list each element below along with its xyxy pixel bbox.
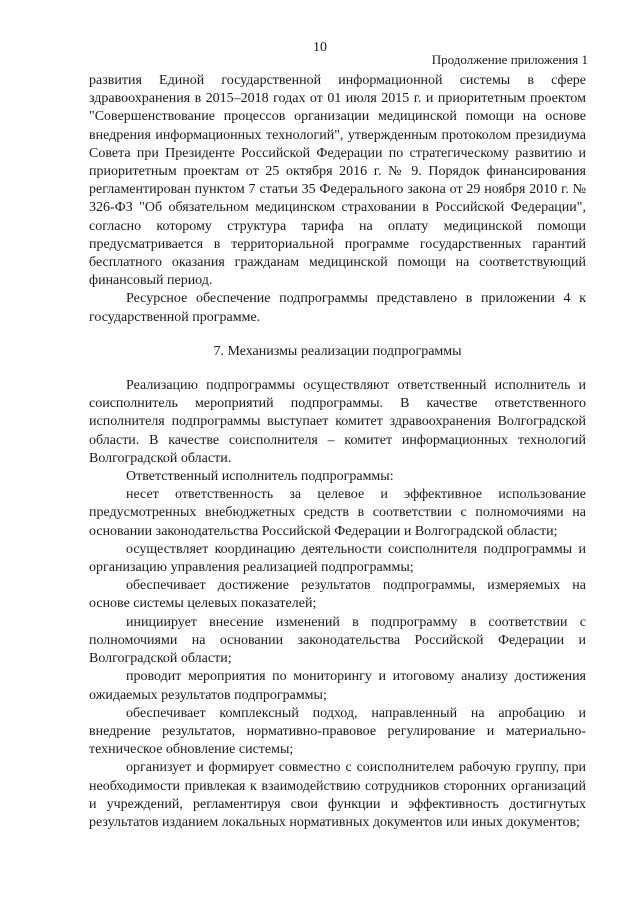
list-item: обеспечивает комплексный подход, направленный на апробацию и внедрение результатов, нормативно-правовое регулирование и материально-техническое обновление системы; [89,705,586,758]
paragraph: Ответственный исполнитель подпрограммы: [126,469,394,485]
paragraph: Ресурсное обеспечение подпрограммы представлено в приложении 4 к государственной программе. [89,291,586,325]
appendix-continuation-label: Продолжение приложения 1 [431,52,588,67]
list-item: несет ответственность за целевое и эффективное использование предусмотренных внебюджетных средств в соответствии с полномочиями на основании законодательства Российской Федерации и Волгоградской области; [89,487,586,539]
page-number: 10 [313,40,327,55]
list-item: организует и формирует совместно с соисполнителем рабочую группу, при необходимости привлекая к взаимодействию сотрудников сторонних организаций и учреждений, регламентируя свои функции и эффективность достигнутых результатов изданием локальных нормативных документов или иных документов; [89,760,586,830]
list-item: осуществляет координацию деятельности соисполнителя подпрограммы и организацию управления реализацией подпрограммы; [89,541,586,576]
list-item: обеспечивает достижение результатов подпрограммы, измеряемых на основе системы целевых показателей; [89,578,586,612]
section-title: 7. Механизмы реализации подпрограммы [213,343,462,359]
paragraph: Реализацию подпрограммы осуществляют ответственный исполнитель и соисполнитель мероприятий подпрограммы. В качестве ответственного исполнителя подпрограммы выступает комитет здравоохранения Волгоградской области. В качестве соисполнителя – комитет информационных технологий Волгоградской области. [89,378,586,466]
list-item: инициирует внесение изменений в подпрограмму в соответствии с полномочиями на основании законодательства Российской Федерации и Волгоградской области; [89,614,586,667]
paragraph: развития Единой государственной информационной системы в сфере здравоохранения в 2015–2018 годах от 01 июля 2015 г. и приоритетным проектом "Совершенствование процессов организации медицинской помощи на основе внедрения информационных технологий", утвержденным протоколом президиума Совета при Президенте Российской Федерации по стратегическому развитию и приоритетным проектам от 25 октября 2016 г. № 9. Порядок финансирования регламентирован пунктом 7 статьи 35 Федерального закона от 29 ноября 2010 г. № 326-ФЗ "Об обязательном медицинском страховании в Российской Федерации", согласно которому структура тарифа на оплату медицинской помощи предусматривается в территориальной программе государственных гарантий бесплатного оказания гражданам медицинской помощи на соответствующий финансовый период. [89,73,586,289]
list-item: проводит мероприятия по мониторингу и итоговому анализу достижения ожидаемых результатов подпрограммы; [89,669,586,703]
document-body [89,72,586,832]
